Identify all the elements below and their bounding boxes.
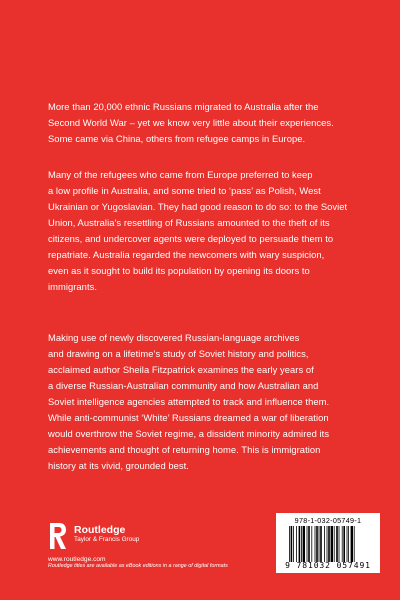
isbn-label: 978-1-032-05749-1 [294,516,362,525]
ebook-note: Routledge titles are available as eBook editions in a range of digital formats [48,563,228,569]
blurb-line: citizens, and undercover agents were deployed to persuade them to [48,233,334,244]
blurb-line: and drawing on a lifetime’s study of Soviet history and politics, [48,348,309,359]
blurb-paragraph-2 [48,167,378,311]
blurb-line: achievements and thought of returning home. This is immigration [48,444,321,455]
blurb-line: repatriate. Australia regarded the newcomers with wary suspicion, [48,249,325,260]
blurb-line: immigrants. [48,281,97,292]
barcode-digits: 9 781032 057491 [285,561,371,570]
blurb-line: Ukrainian or Yugoslavian. They had good reason to do so: to the Soviet [48,201,348,212]
blurb-paragraph-3 [48,330,378,490]
blurb-line: Making use of newly discovered Russian-language archives [48,332,300,343]
blurb-line: a low profile in Australia, and some tried to ‘pass’ as Polish, West [48,185,321,196]
blurb-line: Soviet intelligence agencies attempted to track and influence them. [48,396,330,407]
blurb-line: acclaimed author Sheila Fitzpatrick examines the early years of [48,364,314,375]
blurb-line: While anti-communist ‘White’ Russians dreamed a war of liberation [48,412,329,423]
blurb-line: a diverse Russian-Australian community and how Australian and [48,380,319,391]
blurb-line: Union, Australia’s resettling of Russians amounted to the theft of its [48,217,330,228]
blurb-line: More than 20,000 ethnic Russians migrated to Australia after the [48,101,319,112]
blurb-line: history at its vivid, grounded best. [48,460,189,471]
blurb-line: Second World War – yet we know very little about their experiences. [48,117,334,128]
publisher-block [48,521,198,563]
publisher-group: Taylor & Francis Group [74,536,140,543]
blurb-line: Many of the refugees who came from Europe preferred to keep [48,169,313,180]
blurb-paragraph-1 [48,99,378,163]
blurb-line: even as it sought to build its population by opening its doors to [48,265,310,276]
barcode [276,513,380,573]
barcode-bars [286,526,376,562]
blurb-line: Some came via China, others from refugee camps in Europe. [48,133,306,144]
routledge-logo-icon [48,521,68,551]
blurb-line: would overthrow the Soviet regime, a dissident minority admired its [48,428,330,439]
publisher-url[interactable]: www.routledge.com [48,556,106,563]
publisher-name: Routledge [74,524,126,536]
